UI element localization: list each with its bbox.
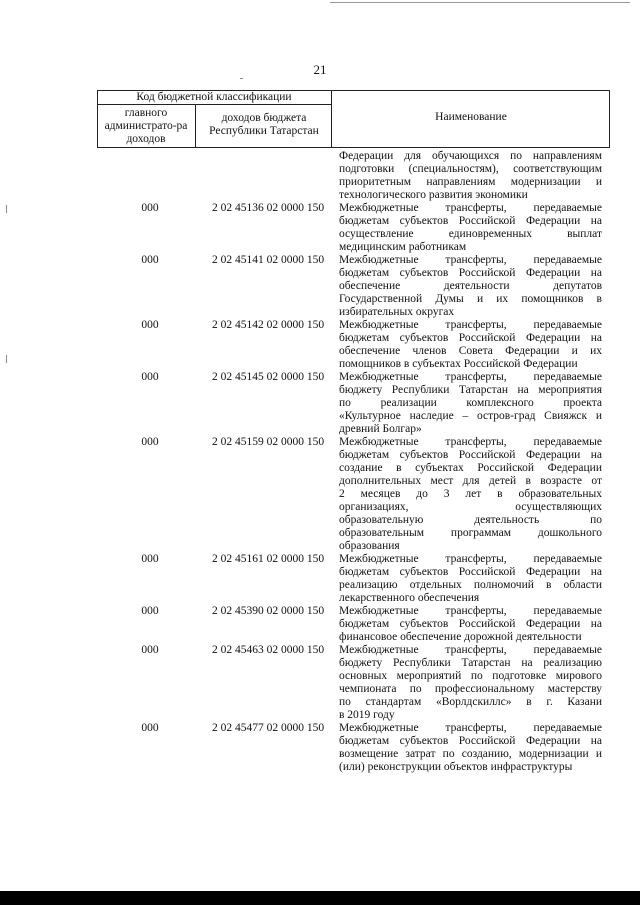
income-code-cell: 2 02 45161 02 0000 150 <box>211 553 325 565</box>
name-text-line: по стандартам «Ворлдскиллс» в г. Казани <box>339 696 602 708</box>
name-text-line: медицинским работникам <box>339 241 467 253</box>
name-text-line: Межбюджетные трансферты, передаваемые <box>339 254 602 266</box>
income-code-cell: 2 02 45390 02 0000 150 <box>211 605 325 617</box>
table-row <box>97 254 610 319</box>
name-text-line: бюджетам субъектов Российской Федерации на <box>339 566 602 578</box>
name-text-line: технологического развития экономики <box>339 189 528 201</box>
name-text-line: избирательных округах <box>339 306 455 318</box>
name-text-line: финансовое обеспечение дорожной деятельности <box>339 631 582 643</box>
name-text-line: Межбюджетные трансферты, передаваемые <box>339 371 602 383</box>
admin-code-cell: 000 <box>141 644 159 656</box>
income-code-cell: 2 02 45463 02 0000 150 <box>211 644 325 656</box>
name-text-line: Межбюджетные трансферты, передаваемые <box>339 644 602 656</box>
name-text-line: организациях, осуществляющих <box>339 501 602 513</box>
name-text-line: бюджетам субъектов Российской Федерации на <box>339 735 602 747</box>
name-text-line: бюджету Республики Татарстан на мероприятия <box>339 384 602 396</box>
header-border <box>331 90 332 148</box>
name-text-line: основных мероприятий по подготовке мирового <box>339 670 602 682</box>
name-text-line: Федерации для обучающихся по направлениям <box>339 150 602 162</box>
name-text-line: Межбюджетные трансферты, передаваемые <box>339 436 602 448</box>
income-code-cell: 2 02 45477 02 0000 150 <box>211 722 325 734</box>
income-code-cell <box>203 150 333 202</box>
page-number: 21 <box>313 62 327 77</box>
name-text-line: бюджетам субъектов Российской Федерации на <box>339 332 602 344</box>
name-text-line: 2 месяцев до 3 лет в образовательных <box>339 488 602 500</box>
name-cell <box>339 436 602 553</box>
income-code-cell: 2 02 45141 02 0000 150 <box>211 254 325 266</box>
income-code-cell: 2 02 45159 02 0000 150 <box>211 436 325 448</box>
admin-code-cell: 000 <box>141 254 159 266</box>
admin-code-cell: 000 <box>141 553 159 565</box>
name-text-line: бюджету Республики Татарстан на реализацию <box>339 657 602 669</box>
scan-artifact <box>6 205 7 213</box>
name-text-line: возмещение затрат по созданию, модернизации и <box>339 748 602 760</box>
admin-code-cell: 000 <box>141 722 159 734</box>
name-cell <box>339 150 602 202</box>
table-row <box>97 436 610 553</box>
table-row <box>97 722 610 774</box>
name-text-line: обеспечение деятельности депутатов <box>339 280 602 292</box>
header-group-title: Код бюджетной классификации <box>136 91 292 103</box>
name-text-line: по реализации комплексного проекта <box>339 397 602 409</box>
header-col-name: Наименование <box>435 111 507 123</box>
name-text-line: лекарственного обеспечения <box>339 592 480 604</box>
income-code-cell: 2 02 45142 02 0000 150 <box>211 319 325 331</box>
name-cell <box>339 319 602 371</box>
table-row <box>97 644 610 722</box>
header-border <box>609 90 610 148</box>
admin-code-cell: 000 <box>141 319 159 331</box>
name-text-line: Межбюджетные трансферты, передаваемые <box>339 722 602 734</box>
name-text-line: Межбюджетные трансферты, передаваемые <box>339 605 602 617</box>
scan-artifact <box>6 355 7 363</box>
admin-code-cell: 000 <box>141 436 159 448</box>
name-cell <box>339 254 602 319</box>
name-text-line: подготовки (специальностям), соответствующим <box>339 163 602 175</box>
table-row-continuation <box>97 150 610 202</box>
name-text-line: Межбюджетные трансферты, передаваемые <box>339 319 602 331</box>
name-text-line: приоритетным направлениям модернизации и <box>339 176 602 188</box>
name-text-line: осуществление единовременных выплат <box>339 228 602 240</box>
header-border <box>195 104 196 148</box>
budget-table-body <box>97 150 610 774</box>
name-text-line: дополнительных мест для детей в возрасте от <box>339 475 602 487</box>
table-row <box>97 371 610 436</box>
header-border <box>97 104 331 105</box>
name-text-line: Государственной Думы и их помощников в <box>339 293 602 305</box>
name-text-line: в 2019 году <box>339 709 395 721</box>
name-cell <box>339 202 602 254</box>
table-row <box>97 553 610 605</box>
admin-code-cell <box>97 150 203 202</box>
name-text-line: бюджетам субъектов Российской Федерации на <box>339 449 602 461</box>
scan-artifact <box>240 78 243 79</box>
admin-code-cell: 000 <box>141 371 159 383</box>
name-text-line: помощников в субъектах Российской Федерации <box>339 358 578 370</box>
income-code-cell: 2 02 45145 02 0000 150 <box>211 371 325 383</box>
income-code-cell: 2 02 45136 02 0000 150 <box>211 202 325 214</box>
table-row <box>97 202 610 254</box>
name-text-line: бюджетам субъектов Российской Федерации на <box>339 215 602 227</box>
name-text-line: бюджетам субъектов Российской Федерации на <box>339 618 602 630</box>
header-col-admin: главного администрато-ра доходов <box>104 107 188 145</box>
scan-edge-line <box>330 2 630 3</box>
name-cell <box>339 371 602 436</box>
name-text-line: бюджетам субъектов Российской Федерации на <box>339 267 602 279</box>
name-text-line: обеспечение членов Совета Федерации и их <box>339 345 602 357</box>
name-text-line: образовательную деятельность по <box>339 514 602 526</box>
table-row <box>97 319 610 371</box>
name-text-line: (или) реконструкции объектов инфраструктуры <box>339 761 573 773</box>
name-text-line: чемпионата по профессиональному мастерству <box>339 683 602 695</box>
scan-bottom-edge <box>0 891 640 905</box>
admin-code-cell: 000 <box>141 202 159 214</box>
name-text-line: образования <box>339 540 400 552</box>
table-row <box>97 605 610 644</box>
name-cell <box>339 605 602 644</box>
name-text-line: «Культурное наследие – остров-град Свияжск и <box>339 410 602 422</box>
header-border <box>97 147 610 148</box>
name-text-line: образовательным программам дошкольного <box>339 527 602 539</box>
name-text-line: Межбюджетные трансферты, передаваемые <box>339 553 602 565</box>
name-cell <box>339 553 602 605</box>
name-text-line: создание в субъектах Российской Федерации <box>339 462 602 474</box>
name-cell <box>339 722 602 774</box>
header-col-income: доходов бюджета Республики Татарстан <box>209 112 319 137</box>
name-cell <box>339 644 602 722</box>
name-text-line: Межбюджетные трансферты, передаваемые <box>339 202 602 214</box>
name-text-line: древний Болгар» <box>339 423 422 435</box>
admin-code-cell: 000 <box>141 605 159 617</box>
name-text-line: реализацию отдельных полномочий в области <box>339 579 602 591</box>
table-header <box>97 90 610 148</box>
